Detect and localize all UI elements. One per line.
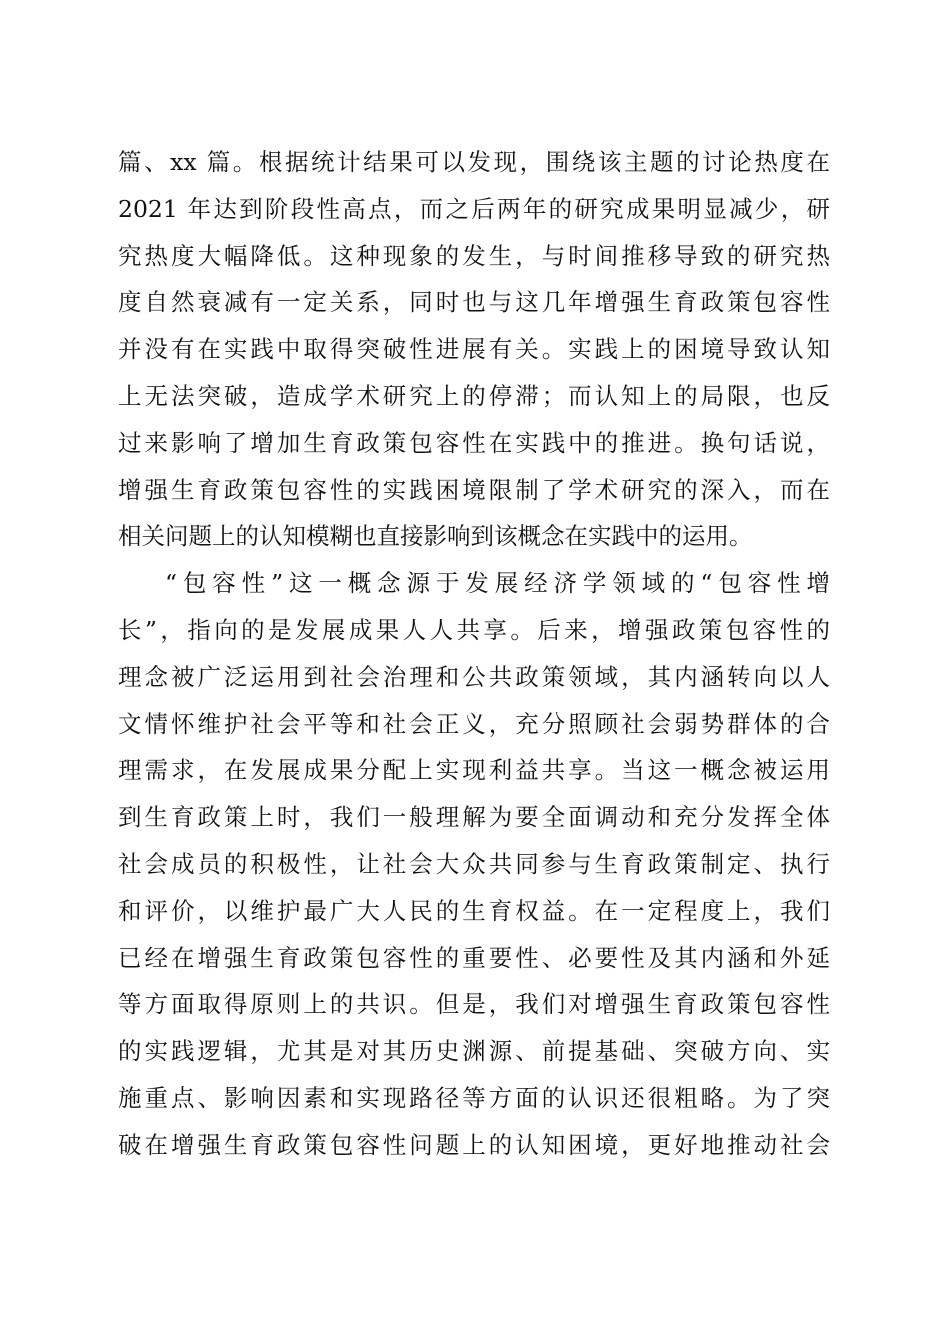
text-line: 篇、xx 篇。根据统计结果可以发现，围绕该主题的讨论热度在 <box>118 148 830 176</box>
text-line: “包容性”这一概念源于发展经济学领域的“包容性增 <box>165 569 830 598</box>
text-line: 2021 年达到阶段性高点，而之后两年的研究成果明显减少，研 <box>118 194 830 223</box>
text-line: 过来影响了增加生育政策包容性在实践中的推进。换句话说， <box>118 428 830 457</box>
text-line: 社会成员的积极性，让社会大众共同参与生育政策制定、执行 <box>118 849 830 878</box>
text-line: 上无法突破，造成学术研究上的停滞；而认知上的局限，也反 <box>118 381 830 410</box>
paragraph-2 <box>118 560 830 1168</box>
text-line: 已经在增强生育政策包容性的重要性、必要性及其内涵和外延 <box>118 943 830 972</box>
text-line: 的实践逻辑，尤其是对其历史渊源、前提基础、突破方向、实 <box>118 1037 830 1066</box>
text-line: 并没有在实践中取得突破性进展有关。实践上的困境导致认知 <box>118 335 830 364</box>
text-line: 相关问题上的认知模糊也直接影响到该概念在实践中的运用。 <box>118 522 753 551</box>
paragraph-1 <box>118 139 830 560</box>
text-line: 增强生育政策包容性的实践困境限制了学术研究的深入，而在 <box>118 475 830 504</box>
text-line: 文情怀维护社会平等和社会正义，充分照顾社会弱势群体的合 <box>118 709 830 738</box>
text-line: 理需求，在发展成果分配上实现利益共享。当这一概念被运用 <box>118 756 830 785</box>
body-text <box>118 139 830 1169</box>
text-line: 究热度大幅降低。这种现象的发生，与时间推移导致的研究热 <box>118 241 830 270</box>
text-line: 和评价，以维护最广大人民的生育权益。在一定程度上，我们 <box>118 896 830 925</box>
text-line: 破在增强生育政策包容性问题上的认知困境，更好地推动社会 <box>118 1130 830 1159</box>
text-line: 长”，指向的是发展成果人人共享。后来，增强政策包容性的 <box>118 615 830 644</box>
text-line: 到生育政策上时，我们一般理解为要全面调动和充分发挥全体 <box>118 803 830 832</box>
text-line: 度自然衰减有一定关系，同时也与这几年增强生育政策包容性 <box>118 288 830 317</box>
text-line: 等方面取得原则上的共识。但是，我们对增强生育政策包容性 <box>118 990 830 1019</box>
text-line: 施重点、影响因素和实现路径等方面的认识还很粗略。为了突 <box>118 1083 830 1112</box>
text-line: 理念被广泛运用到社会治理和公共政策领域，其内涵转向以人 <box>118 662 830 691</box>
